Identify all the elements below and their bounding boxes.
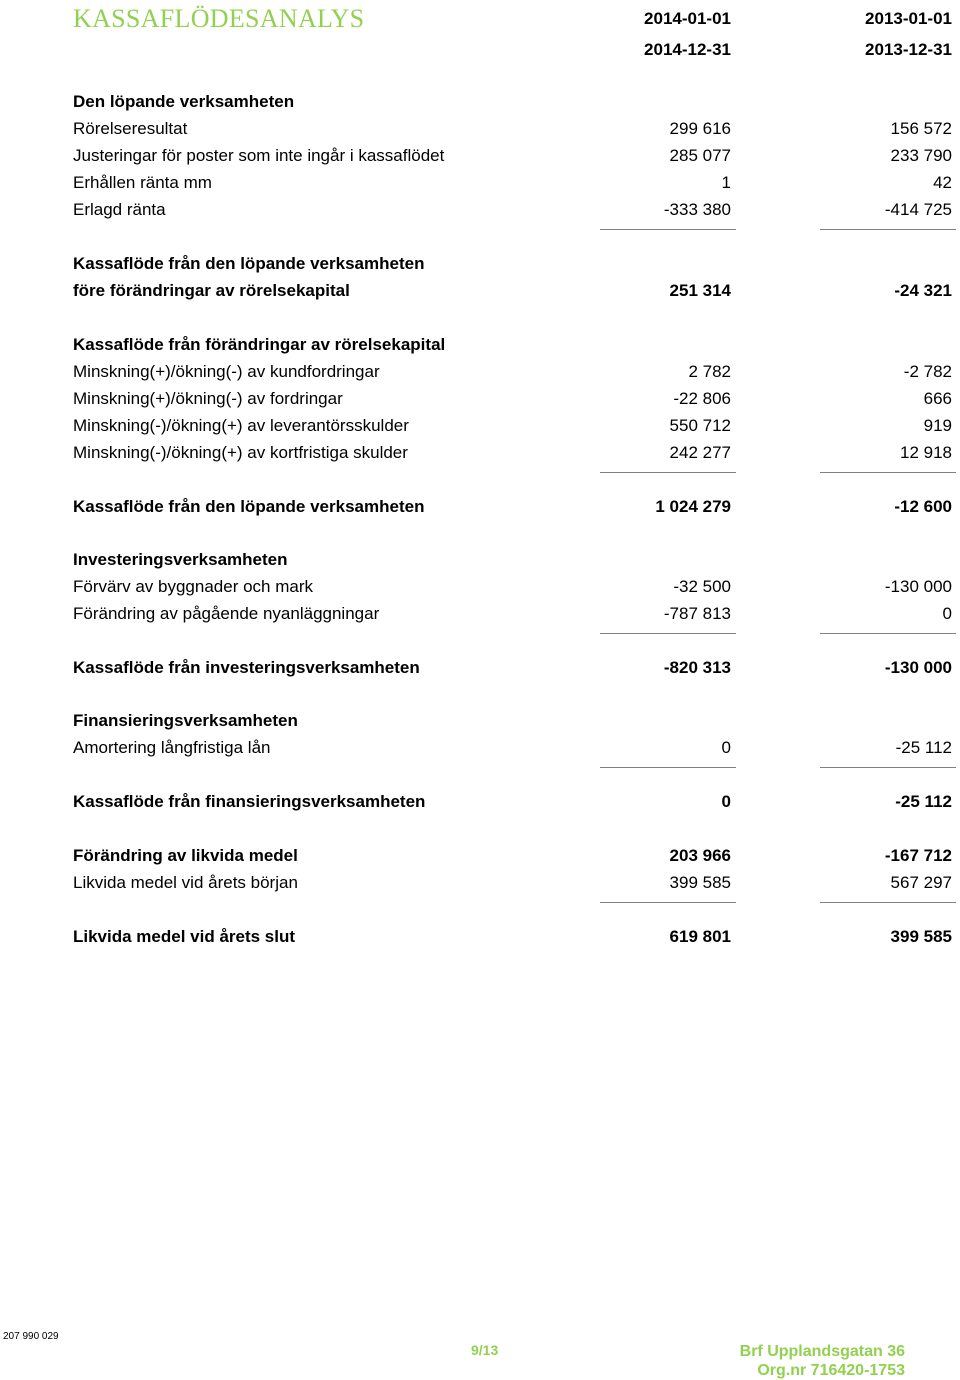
subtotal-line-2013: [820, 229, 956, 230]
table-row: [0, 711, 960, 738]
row-value-2013: -25 112: [895, 792, 952, 811]
organization-info: [740, 1342, 905, 1380]
row-value-2013: -414 725: [884, 200, 952, 219]
table-row: [0, 577, 960, 604]
table-row: [0, 389, 960, 416]
row-label: Kassaflöde från finansieringsverksamheten: [73, 792, 426, 811]
row-label: Investeringsverksamheten: [73, 550, 288, 569]
row-value-2014: 399 585: [669, 873, 731, 892]
row-value-2013: 233 790: [890, 146, 952, 165]
row-label: Amortering långfristiga lån: [73, 738, 271, 757]
table-row: [0, 173, 960, 200]
row-value-2013: 42: [933, 173, 952, 192]
subtotal-line-2014: [600, 229, 736, 230]
row-value-2014: 299 616: [669, 119, 731, 138]
table-row: [0, 335, 960, 362]
row-label: Förvärv av byggnader och mark: [73, 577, 313, 596]
row-label: före förändringar av rörelsekapital: [73, 281, 350, 300]
row-value-2014: 203 966: [669, 846, 731, 865]
table-row: [0, 254, 960, 281]
subtotal-line-2013: [820, 767, 956, 768]
subtotal-line-2014: [600, 767, 736, 768]
table-row: [0, 362, 960, 389]
row-value-2014: 2 782: [688, 362, 731, 381]
row-value-2014: 0: [721, 738, 731, 757]
table-row: [0, 738, 960, 765]
row-value-2014: 0: [721, 792, 731, 811]
organization-number: Org.nr 716420-1753: [757, 1362, 905, 1379]
table-row: [0, 443, 960, 470]
table-row: [0, 416, 960, 443]
organization-name: Brf Upplandsgatan 36: [739, 1343, 905, 1360]
table-row: [0, 604, 960, 631]
row-label: Finansieringsverksamheten: [73, 711, 298, 730]
row-value-2014: -820 313: [663, 658, 731, 677]
row-value-2014: -333 380: [663, 200, 731, 219]
row-label: Förändring av likvida medel: [73, 846, 298, 865]
table-row: [0, 497, 960, 524]
row-value-2014: -32 500: [673, 577, 731, 596]
subtotal-line-2014: [600, 633, 736, 634]
row-value-2013: -2 782: [903, 362, 952, 381]
row-label: Minskning(+)/ökning(-) av fordringar: [73, 389, 343, 408]
table-row: [0, 281, 960, 308]
row-value-2013: -24 321: [894, 281, 952, 300]
subtotal-line-2013: [820, 472, 956, 473]
row-label: Kassaflöde från den löpande verksamheten: [73, 497, 425, 516]
col2-from-date: 2013-01-01: [865, 9, 952, 28]
row-label: Erhållen ränta mm: [73, 173, 212, 192]
table-row: [0, 119, 960, 146]
row-value-2014: 550 712: [669, 416, 731, 435]
row-value-2014: 1 024 279: [655, 497, 731, 516]
row-label: Förändring av pågående nyanläggningar: [73, 604, 380, 623]
table-row: [0, 927, 960, 954]
row-value-2013: 919: [923, 416, 952, 435]
row-label: Likvida medel vid årets slut: [73, 927, 296, 946]
subtotal-line-2014: [600, 902, 736, 903]
row-value-2013: 399 585: [890, 927, 952, 946]
row-value-2013: 567 297: [890, 873, 952, 892]
row-value-2014: -787 813: [663, 604, 731, 623]
row-value-2013: 12 918: [900, 443, 952, 462]
row-label: Erlagd ränta: [73, 200, 166, 219]
table-row: [0, 658, 960, 685]
table-row: [0, 92, 960, 119]
row-value-2014: 285 077: [669, 146, 731, 165]
row-value-2014: 251 314: [669, 281, 731, 300]
table-row: [0, 846, 960, 873]
row-value-2014: 242 277: [669, 443, 731, 462]
col2-to-date: 2013-12-31: [865, 40, 952, 59]
row-label: Den löpande verksamheten: [73, 92, 295, 111]
table-row: [0, 146, 960, 173]
page-number: 9/13: [471, 1342, 499, 1358]
row-label: Rörelseresultat: [73, 119, 188, 138]
row-label: Likvida medel vid årets början: [73, 873, 298, 892]
table-row: [0, 792, 960, 819]
row-value-2013: -25 112: [895, 738, 952, 757]
subtotal-line-2013: [820, 633, 956, 634]
row-value-2013: 156 572: [890, 119, 952, 138]
row-label: Kassaflöde från förändringar av rörelsekapital: [73, 335, 446, 354]
subtotal-line-2014: [600, 472, 736, 473]
table-row: [0, 550, 960, 577]
row-value-2014: 1: [721, 173, 731, 192]
row-value-2013: -130 000: [884, 577, 952, 596]
row-value-2014: -22 806: [673, 389, 731, 408]
row-label: Minskning(+)/ökning(-) av kundfordringar: [73, 362, 380, 381]
col1-from-date: 2014-01-01: [644, 9, 731, 28]
row-label: Kassaflöde från investeringsverksamheten: [73, 658, 420, 677]
row-value-2013: 666: [923, 389, 952, 408]
table-row: [0, 200, 960, 227]
col1-to-date: 2014-12-31: [644, 40, 731, 59]
row-value-2014: 619 801: [669, 927, 731, 946]
row-label: Justeringar för poster som inte ingår i kassaflödet: [73, 146, 445, 165]
subtotal-line-2013: [820, 902, 956, 903]
row-value-2013: -167 712: [884, 846, 952, 865]
table-row: [0, 873, 960, 900]
document-id: 207 990 029: [3, 1331, 59, 1342]
row-value-2013: -12 600: [894, 497, 952, 516]
row-label: Minskning(-)/ökning(+) av leverantörsskulder: [73, 416, 409, 435]
row-value-2013: -130 000: [884, 658, 952, 677]
row-value-2013: 0: [942, 604, 952, 623]
page-title: KASSAFLÖDESANALYS: [73, 4, 365, 33]
row-label: Kassaflöde från den löpande verksamheten: [73, 254, 425, 273]
row-label: Minskning(-)/ökning(+) av kortfristiga skulder: [73, 443, 408, 462]
